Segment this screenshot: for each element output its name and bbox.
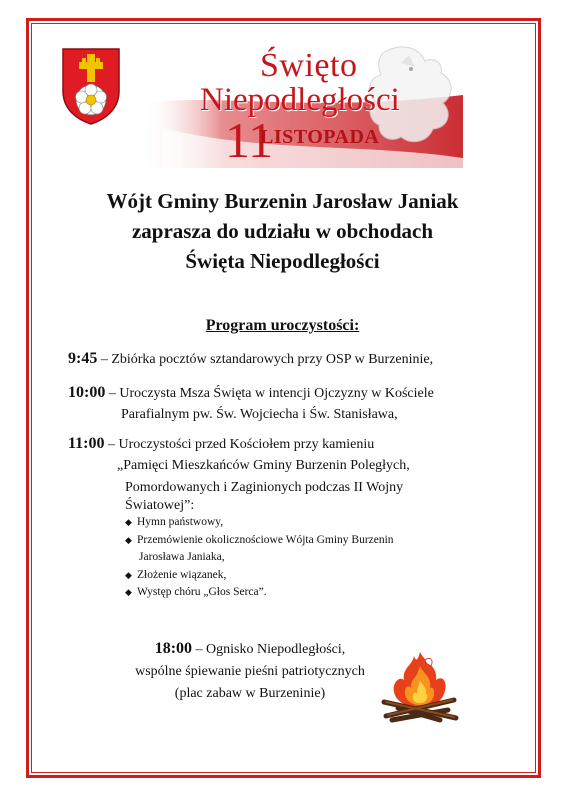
- program-text-continued: (plac zabaw w Burzeninie): [174, 686, 326, 701]
- ceremony-bullet-list: [125, 514, 394, 602]
- program-text-continued: Światowej”:: [125, 498, 195, 513]
- bonfire-icon: [378, 648, 462, 724]
- program-time: 18:00: [154, 640, 193, 657]
- list-item: ◆ Występ chóru „Głos Serca”.: [125, 584, 394, 602]
- invitation-heading: [40, 186, 525, 276]
- list-item: ◆ Przemówienie okolicznościowe Wójta Gminy Burzenin: [125, 532, 394, 550]
- program-item-945: [68, 348, 433, 371]
- evening-event: [100, 638, 400, 705]
- list-item: ◆ Hymn państwowy,: [125, 514, 394, 532]
- heading-line1: Wójt Gminy Burzenin Jarosław Janiak: [106, 189, 459, 213]
- program-time: 10:00: [68, 384, 106, 401]
- coat-of-arms-icon: [60, 46, 122, 126]
- heading-line3: Święta Niepodległości: [185, 249, 380, 273]
- list-item-continued: Jarosława Janiaka,: [139, 551, 225, 563]
- program-title: Program uroczystości:: [205, 317, 360, 334]
- program-item-1100: [68, 433, 374, 456]
- program-text-continued: wspólne śpiewanie pieśni patriotycznych: [135, 664, 365, 679]
- diamond-bullet-icon: ◆: [125, 587, 132, 597]
- program-text: – Uroczystości przed Kościołem przy kamieniu: [107, 437, 375, 452]
- program-time: 11:00: [68, 435, 105, 452]
- banner-day: 11: [225, 112, 274, 168]
- program-text-continued: Pomordowanych i Zaginionych podczas II Wojny: [125, 480, 404, 495]
- list-item: ◆ Złożenie wiązanek,: [125, 567, 394, 585]
- banner-title-line2: Niepodległości: [200, 82, 400, 118]
- program-time: 9:45: [68, 350, 98, 367]
- banner-month: LISTOPADA: [260, 126, 380, 148]
- heading-line2: zaprasza do udziału w obchodach: [131, 219, 434, 243]
- banner-title-line1: Święto: [260, 47, 358, 84]
- program-item-1000: [68, 382, 434, 405]
- holiday-banner: [143, 33, 463, 168]
- program-text: – Zbiórka pocztów sztandarowych przy OSP w Burzeninie,: [100, 352, 434, 367]
- program-text-continued: Parafialnym pw. Św. Wojciecha i Św. Stanisława,: [121, 407, 398, 422]
- program-text-continued: „Pamięci Mieszkańców Gminy Burzenin Poległych,: [117, 458, 410, 473]
- diamond-bullet-icon: ◆: [125, 534, 132, 545]
- diamond-bullet-icon: ◆: [125, 569, 132, 580]
- program-text: – Ognisko Niepodległości,: [195, 642, 346, 657]
- diamond-bullet-icon: ◆: [125, 517, 132, 527]
- program-text: – Uroczysta Msza Święta w intencji Ojczyzny w Kościele: [108, 386, 434, 401]
